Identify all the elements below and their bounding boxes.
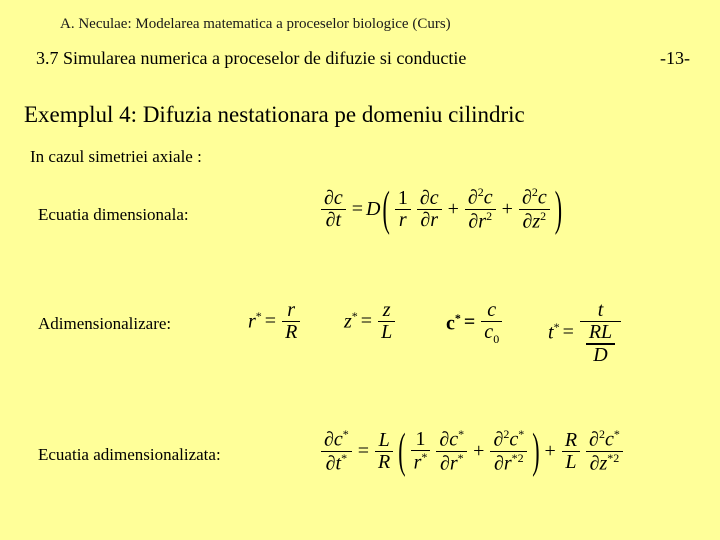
nondim-equation-label: Ecuatia adimensionalizata: — [38, 445, 221, 464]
example-title: Exemplul 4: Difuzia nestationara pe domeniu cilindric — [24, 102, 525, 127]
nondim-equation: $\frac{\partial c^*}{\partial t^*}$ = $\frac{L}{R}$ ( $\frac{1}{r^*}$ $\frac{\partial c^*}{\partial r^*}$ + $\frac{\partial^2c^*}{\partial r^{*2}}$ ) + $\frac{R}{L}$ $\frac{\partial^2c^*}{\partial z^{*2}}$ — [318, 428, 626, 475]
t-star-definition: t* = $\frac{t}{\frac{RL}{D}}$ — [548, 300, 624, 366]
r-star-definition: r* = $\frac{r}{R}$ — [248, 300, 303, 343]
z-star-definition: z* = $\frac{z}{L}$ — [344, 300, 398, 343]
course-header: A. Neculae: Modelarea matematica a proceselor biologice (Curs) — [60, 16, 451, 32]
dimensional-equation: $\frac{\partial c}{\partial t}$ = D ( $\frac{1}{r}$ $\frac{\partial c}{\partial r}$ + $\frac{\partial^2c}{\partial r^2}$ + $\frac{\partial^2c}{\partial z^2}$ ) — [318, 186, 564, 233]
c-star-definition: c* = $\frac{c}{c_0}$ — [446, 300, 505, 346]
dimensional-equation-label: Ecuatia dimensionala: — [38, 205, 189, 224]
page-number: -13- — [660, 48, 690, 68]
intro-text: In cazul simetriei axiale : — [30, 147, 202, 166]
nondim-label: Adimensionalizare: — [38, 314, 172, 333]
section-title: 3.7 Simularea numerica a proceselor de difuzie si conductie — [36, 48, 467, 68]
